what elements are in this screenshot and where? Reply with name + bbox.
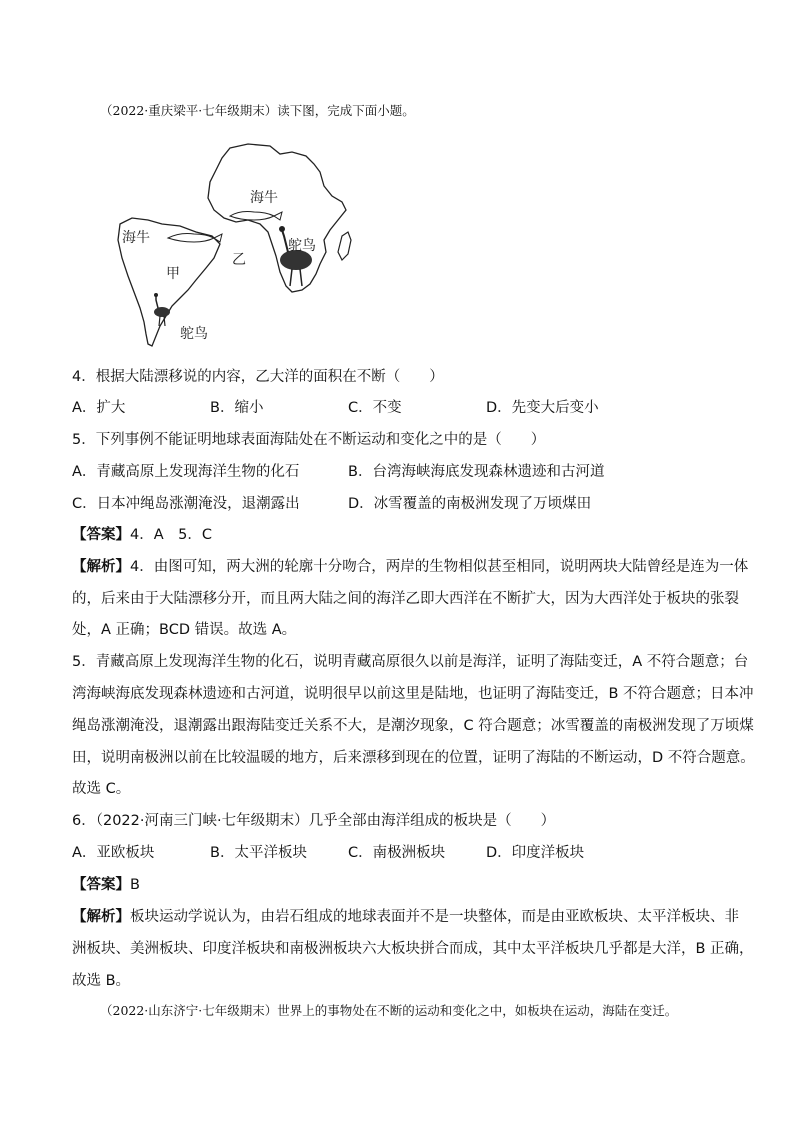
madagascar-outline [338, 232, 351, 260]
answer-tag: 【答案】 [72, 877, 130, 893]
analysis-tag: 【解析】 [72, 559, 130, 575]
label-manatee-africa: 海牛 [250, 190, 278, 206]
label-manatee-sa: 海牛 [122, 230, 150, 246]
q6-option-d: D．印度洋板块 [486, 845, 585, 861]
analysis-4-5-line-3: 处，A 正确；BCD 错误。故选 A。 [72, 622, 297, 638]
q4-option-d: D．先变大后变小 [486, 400, 599, 416]
q5-option-d: D．冰雪覆盖的南极洲发现了万顷煤田 [348, 496, 592, 512]
q6-option-c: C．南极洲板块 [348, 845, 446, 861]
answer-tag: 【答案】 [72, 527, 130, 543]
q6-option-b: B．太平洋板块 [210, 845, 307, 861]
analysis-tag: 【解析】 [72, 909, 130, 925]
q4-option-c: C．不变 [348, 400, 402, 416]
label-ocean-jia: 甲 [166, 266, 180, 282]
analysis-4-5-line-4: 5．青藏高原上发现海洋生物的化石，说明青藏高原很久以前是海洋，证明了海陆变迁，A 不符合题意；台 [72, 654, 749, 670]
question-group-intro: （2022·重庆梁平·七年级期末）读下图，完成下面小题。 [100, 103, 415, 118]
analysis-4-5-line-8: 故选 C。 [72, 781, 131, 797]
answer-text: 4．A 5．C [130, 527, 212, 543]
analysis-text: 4．由图可知，两大洲的轮廓十分吻合，两岸的生物相似甚至相同，说明两块大陆曾经是连为一体 [130, 559, 749, 575]
analysis-4-5-line-2: 的，后来由于大陆漂移分开，而且两大陆之间的海洋乙即大西洋在不断扩大，因为大西洋处于板块的张裂 [72, 591, 739, 607]
question-6-stem: 6．（2022·河南三门峡·七年级期末）几乎全部由海洋组成的板块是（ ） [72, 813, 556, 829]
q5-option-a: A．青藏高原上发现海洋生物的化石 [72, 464, 300, 480]
analysis-text: 板块运动学说认为，由岩石组成的地球表面并不是一块整体，而是由亚欧板块、太平洋板块、非 [130, 909, 739, 925]
q5-option-b: B．台湾海峡海底发现森林遗迹和古河道 [348, 464, 605, 480]
ostrich-africa-icon [279, 226, 312, 286]
analysis-4-5-line-1 [72, 557, 748, 577]
q4-option-b: B．缩小 [210, 400, 264, 416]
manatee-africa-icon [230, 212, 282, 221]
answer-4-5 [72, 525, 212, 545]
continental-drift-map [110, 140, 370, 355]
analysis-6-line-1 [72, 907, 739, 927]
answer-6 [72, 875, 140, 895]
analysis-6-line-2: 洲板块、美洲板块、印度洋板块和南极洲板块六大板块拼合而成，其中太平洋板块几乎都是大洋，B 正确， [72, 941, 754, 957]
analysis-4-5-line-5: 湾海峡海底发现森林遗迹和古河道，说明很早以前这里是陆地，也证明了海陆变迁，B 不符合题意；日本冲 [72, 686, 754, 702]
label-ostrich-africa: 鸵鸟 [288, 238, 316, 254]
manatee-sa-icon [168, 234, 222, 243]
answer-text: B [130, 877, 140, 893]
question-4-stem: 4．根据大陆漂移说的内容，乙大洋的面积在不断（ ） [72, 369, 444, 385]
analysis-4-5-line-6: 绳岛涨潮淹没，退潮露出跟海陆变迁关系不大，是潮汐现象，C 符合题意；冰雪覆盖的南极洲发现了万顷煤 [72, 718, 754, 734]
q4-option-a: A．扩大 [72, 400, 126, 416]
ostrich-sa-icon [154, 293, 170, 326]
q6-option-a: A．亚欧板块 [72, 845, 155, 861]
question-5-stem: 5．下列事例不能证明地球表面海陆处在不断运动和变化之中的是（ ） [72, 432, 546, 448]
question-group-intro-2: （2022·山东济宁·七年级期末）世界上的事物处在不断的运动和变化之中，如板块在运动，海陆在变迁。 [100, 1003, 678, 1018]
label-ostrich-sa: 鸵鸟 [180, 326, 208, 342]
analysis-6-line-3: 故选 B。 [72, 973, 131, 989]
analysis-4-5-line-7: 田，说明南极洲以前在比较温暖的地方，后来漂移到现在的位置，证明了海陆的不断运动，D 不符合题意。 [72, 750, 755, 766]
label-ocean-yi: 乙 [232, 252, 246, 268]
q5-option-c: C．日本冲绳岛涨潮淹没，退潮露出 [72, 496, 300, 512]
